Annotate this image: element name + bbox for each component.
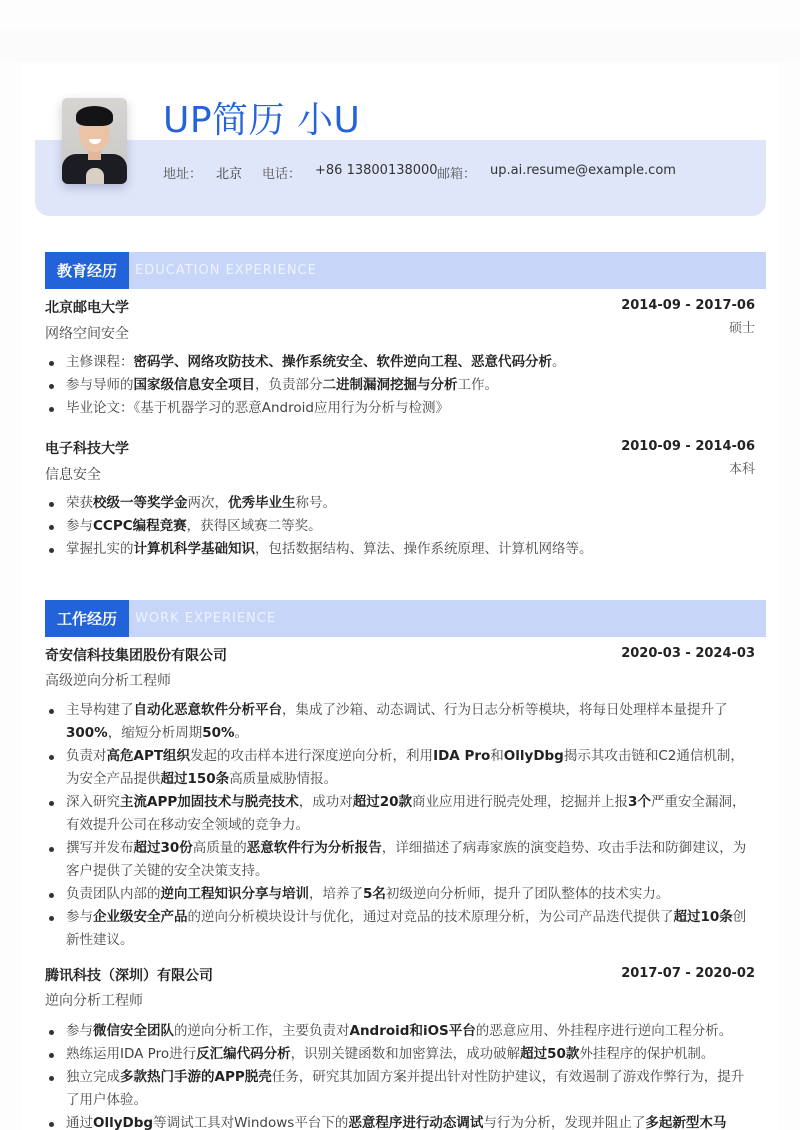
bullet-text: 和: [490, 748, 504, 764]
bullet-item: [66, 906, 756, 952]
highlight-text: 企业级安全产品: [93, 909, 188, 925]
bullet-text: 。: [234, 725, 249, 741]
bullet-text: 进行: [169, 1046, 197, 1062]
highlight-text: 超过150条: [160, 771, 230, 787]
bullet-text: ，识别关键函数和加密算法，成功破解: [290, 1046, 521, 1062]
avatar-shirt: [86, 168, 104, 184]
degree: 硕士: [728, 321, 755, 336]
highlight-text: 计算机科学基础知识: [133, 541, 255, 557]
avatar: [62, 98, 127, 184]
section-title-en: EDUCATION EXPERIENCE: [135, 263, 317, 278]
highlight-text: 3个: [628, 794, 651, 810]
highlight-text: 50%: [202, 725, 235, 741]
bullet-text: 参与: [66, 518, 93, 534]
bullet-text: 的恶意应用、外挂程序进行逆向工程分析。: [475, 1023, 733, 1039]
bullet-text: 毕业论文：《基于机器学习的恶意Android应用行为分析与检测》: [66, 400, 449, 416]
bullet-text: 等调试工具对Windows平台下的: [153, 1115, 349, 1130]
bullet-text: 两次，: [187, 495, 228, 511]
highlight-text: 逆向工程知识分享与培训: [160, 886, 309, 902]
highlight-text: 多起新型木马: [645, 1115, 727, 1130]
bullet-text: ，详细描述了病毒家族的演变趋势、攻击手法和防御建议，为客户提供了关键的安全决策支持。: [66, 840, 747, 879]
highlight-text: CCPC编程竞赛: [93, 518, 187, 534]
bullet-text: ，包括数据结构、算法、操作系统原理、计算机网络等。: [255, 541, 593, 557]
bullet-text: 发起的攻击样本进行深度逆向分析，利用: [190, 748, 434, 764]
education-bullets: [66, 492, 756, 561]
bullet-text: 的逆向分析工作，主要负责对: [174, 1023, 350, 1039]
bullet-text: 参与: [66, 909, 93, 925]
degree: 本科: [728, 462, 755, 477]
bullet-item: [66, 1112, 756, 1130]
bullet-text: 通过: [66, 1115, 93, 1130]
work-date: 2020-03 - 2024-03: [621, 646, 755, 661]
bullet-item: [66, 1066, 756, 1112]
contact-email-value[interactable]: up.ai.resume@example.com: [490, 163, 676, 178]
bullet-text: 外挂程序的保护机制。: [579, 1046, 715, 1062]
bullet-text: ，培养了: [309, 886, 363, 902]
bullet-item: [66, 351, 756, 374]
top-strip: [0, 0, 800, 30]
bullet-text: 严重安全漏洞，有效提升公司在移动安全领域的竞争力。: [66, 794, 746, 833]
bullet-text: ，缩短分析周期: [107, 725, 203, 741]
bullet-text: 。: [552, 354, 566, 370]
bullet-text: 工作。: [457, 377, 498, 393]
bullet-item: [66, 745, 756, 791]
bullet-item: [66, 699, 756, 745]
highlight-text: 校级一等奖学金: [93, 495, 188, 511]
bullet-item: [66, 1020, 756, 1043]
highlight-text: 二进制漏洞挖掘与分析: [322, 377, 458, 393]
highlight-text: 自动化恶意软件分析平台: [133, 702, 282, 718]
highlight-text: 高危APT组织: [106, 748, 191, 764]
highlight-text: 300%: [66, 725, 108, 741]
bullet-item: [66, 791, 756, 837]
bullet-text: 高质量的: [192, 840, 247, 856]
company-name: 腾讯科技（深圳）有限公司: [45, 968, 213, 984]
work-bullets: [66, 1020, 756, 1130]
major: 信息安全: [45, 467, 101, 483]
bullet-item: [66, 374, 756, 397]
education-date: 2014-09 - 2017-06: [621, 298, 755, 313]
bullet-item: [66, 883, 756, 906]
company-name: 奇安信科技集团股份有限公司: [45, 648, 227, 664]
section-title-en: WORK EXPERIENCE: [135, 611, 277, 626]
bullet-item: [66, 538, 756, 561]
bullet-text: ，成功对: [298, 794, 353, 810]
contact-address-label: 地址：: [163, 167, 203, 182]
contact-address-value: 北京: [216, 167, 243, 182]
bullet-text: 的逆向分析模块设计与优化，通过对竞品的技术原理分析，为公司产品迭代提供了: [187, 909, 674, 925]
section-header-work: [45, 600, 766, 637]
highlight-text: 超过50款: [520, 1046, 580, 1062]
highlight-text: Android和iOS平台: [349, 1023, 476, 1039]
bullet-text: 初级逆向分析师，提升了团队整体的技术实力。: [385, 886, 670, 902]
contact-phone-label: 电话：: [262, 167, 302, 182]
education-date: 2010-09 - 2014-06: [621, 439, 755, 454]
bullet-text: 荣获: [66, 495, 93, 511]
bullet-item: [66, 1043, 756, 1066]
highlight-text: 微信安全团队: [93, 1023, 174, 1039]
highlight-text: 超过30份: [133, 840, 193, 856]
work-bullets: [66, 699, 756, 952]
highlight-text: OllyDbg: [503, 748, 564, 764]
resume-name: UP简历 小U: [163, 100, 361, 141]
bullet-item: [66, 837, 756, 883]
bullet-text: 主导构建了: [66, 702, 134, 718]
contact-email-label: 邮箱：: [437, 167, 477, 182]
section-header-education: [45, 252, 766, 289]
bullet-text: 主修课程：: [66, 354, 134, 370]
bullet-text: 揭示其攻击链和C2通信机制，为安全产品提供: [66, 748, 744, 787]
highlight-text: 5名: [363, 886, 386, 902]
work-date: 2017-07 - 2020-02: [621, 966, 755, 981]
job-role: 逆向分析工程师: [45, 993, 143, 1009]
school-name: 电子科技大学: [45, 441, 129, 457]
highlight-text: 主流APP加固技术与脱壳技术: [120, 794, 299, 810]
contact-address: [163, 163, 242, 182]
section-title-cn: 工作经历: [45, 600, 129, 637]
highlight-text: 超过10条: [673, 909, 733, 925]
bullet-text: 称号。: [295, 495, 336, 511]
highlight-text: 密码学、网络攻防技术、操作系统安全、软件逆向工程、恶意代码分析: [133, 354, 552, 370]
major: 网络空间安全: [45, 326, 129, 342]
bullet-text: 深入研究: [66, 794, 120, 810]
highlight-text: 优秀毕业生: [228, 495, 296, 511]
highlight-text: 恶意软件行为分析报告: [246, 840, 382, 856]
contact-phone-value[interactable]: +86 13800138000: [315, 163, 438, 178]
bullet-text: 独立完成: [66, 1069, 120, 1085]
bullet-text: 参与: [66, 1023, 93, 1039]
highlight-text: 国家级信息安全项目: [133, 377, 255, 393]
bullet-item: [66, 515, 756, 538]
highlight-text: 超过20款: [352, 794, 413, 810]
job-role: 高级逆向分析工程师: [45, 673, 171, 689]
bullet-text: 创新性建议。: [66, 909, 747, 948]
page-band: [0, 30, 800, 62]
bullet-text: ，负责部分: [255, 377, 323, 393]
bullet-text: 撰写并发布: [66, 840, 134, 856]
highlight-text: IDA Pro: [433, 748, 491, 764]
avatar-hair: [76, 106, 113, 126]
bullet-text: 负责对: [66, 748, 107, 764]
contact-phone: [262, 163, 438, 182]
bullet-text: ，获得区域赛二等奖。: [186, 518, 322, 534]
bullet-text: 参与导师的: [66, 377, 134, 393]
bullet-text: 商业应用进行脱壳处理，挖掘并上报: [412, 794, 629, 810]
bullet-text: 熟练运用: [66, 1046, 120, 1062]
bullet-text: 负责团队内部的: [66, 886, 161, 902]
highlight-text: 反汇编代码分析: [196, 1046, 291, 1062]
bullet-item: [66, 397, 756, 420]
bullet-text: IDA Pro: [120, 1046, 170, 1062]
bullet-item: [66, 492, 756, 515]
education-bullets: [66, 351, 756, 420]
contact-email: [437, 163, 676, 182]
highlight-text: 多款热门手游的APP脱壳: [120, 1069, 272, 1085]
highlight-text: OllyDbg: [93, 1115, 154, 1130]
bullet-text: 高质量威胁情报。: [229, 771, 338, 787]
section-title-cn: 教育经历: [45, 252, 129, 289]
bullet-text: ，集成了沙箱、动态调试、行为日志分析等模块，将每日处理样本量提升了: [282, 702, 728, 718]
highlight-text: 恶意程序进行动态调试: [348, 1115, 484, 1130]
bullet-text: 与行为分析，发现并阻止了: [483, 1115, 646, 1130]
bullet-text: 掌握扎实的: [66, 541, 134, 557]
school-name: 北京邮电大学: [45, 300, 129, 316]
bullet-text: 任务，研究其加固方案并提出针对性防护建议，有效遏制了游戏作弊行为，提升了用户体验。: [66, 1069, 745, 1108]
